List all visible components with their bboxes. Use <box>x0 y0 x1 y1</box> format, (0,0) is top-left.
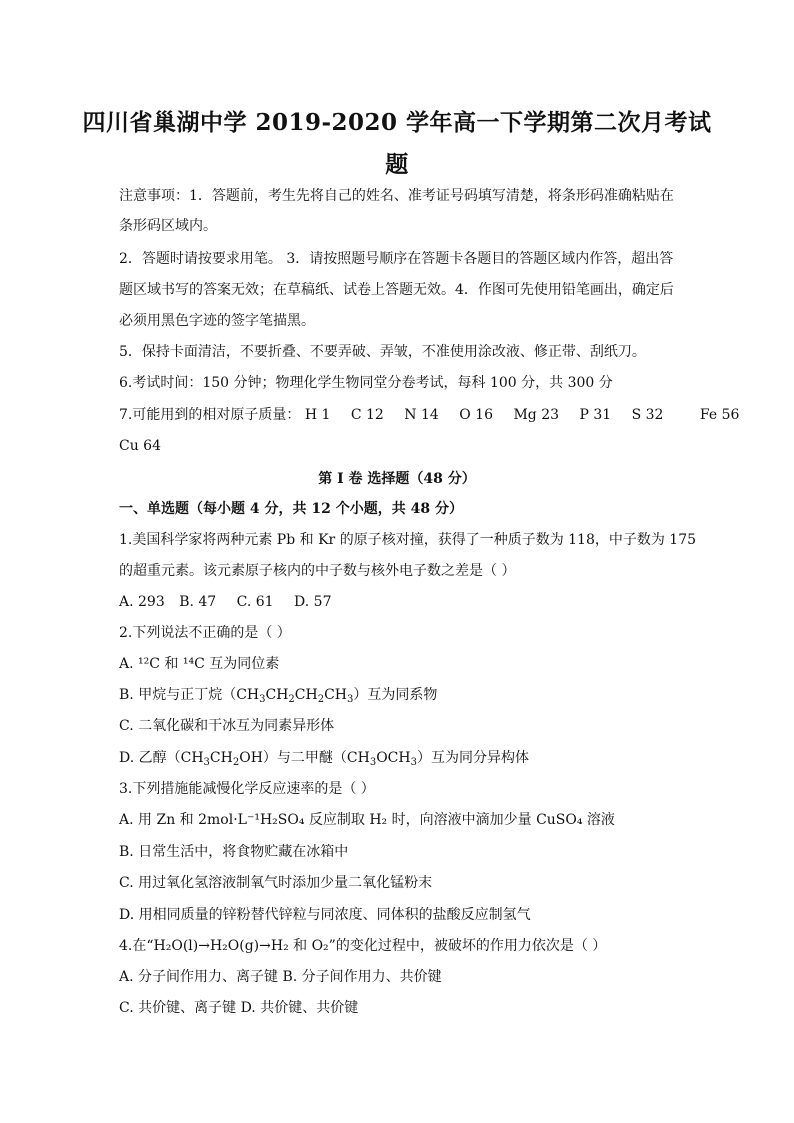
exam-title-cont: 题 <box>385 151 409 178</box>
notes-line-2: 条形码区域内。 <box>119 218 217 234</box>
q1-stem-2: 的超重元素。该元素原子核内的中子数与核外电子数之差是（ ） <box>119 563 516 579</box>
q2-option-b: B. 甲烷与正丁烷$(CH_3CH_2CH_2CH_3)$互为同系物 <box>119 687 438 705</box>
atomic-masses <box>119 405 740 425</box>
volume-heading: 第 I 卷 选择题（48 分） <box>318 471 476 487</box>
mass-o: O 16 <box>459 407 493 423</box>
q1-stem-1: 1.美国科学家将两种元素 Pb 和 Kr 的原子核对撞，获得了一种质子数为 118，中子数为 175 <box>119 532 697 548</box>
notes-line-4: 题区域书写的答案无效；在草稿纸、试卷上答题无效。4．作图可先使用铅笔画出，确定后 <box>119 282 674 298</box>
q1-option-c: C. 61 <box>236 594 274 610</box>
q4-options-cd: C. 共价键、离子键 D. 共价键、共价键 <box>119 1000 359 1016</box>
q2-stem: 2.下列说法不正确的是（ ） <box>119 625 291 641</box>
notes-line-7: 6.考试时间：150 分钟；物理化学生物同堂分卷考试，每科 100 分，共 300 分 <box>119 375 613 391</box>
atomic-masses-label: 7.可能用到的相对原子质量： <box>119 407 301 423</box>
q1-option-a: A. 293 <box>119 594 165 610</box>
mass-cu: Cu 64 <box>119 438 161 454</box>
notes-line-6: 5．保持卡面清洁，不要折叠、不要弄破、弄皱，不准使用涂改液、修正带、刮纸刀。 <box>119 344 646 360</box>
mass-fe: Fe 56 <box>699 407 740 423</box>
mass-c: C 12 <box>350 407 384 423</box>
q3-option-a: A. 用 Zn 和 2mol·L⁻¹H₂SO₄ 反应制取 H₂ 时，向溶液中滴加少量 CuSO₄ 溶液 <box>119 812 615 828</box>
mass-mg: Mg 23 <box>513 407 560 423</box>
part-heading: 一、单选题（每小题 4 分，共 12 个小题，共 48 分） <box>119 501 463 517</box>
q2-option-a: A. ¹²C 和 ¹⁴C 互为同位素 <box>119 656 280 672</box>
q3-option-b: B. 日常生活中，将食物贮藏在冰箱中 <box>119 844 349 860</box>
mass-s: S 32 <box>631 407 664 423</box>
q4-stem: 4.在“H₂O(l)→H₂O(g)→H₂ 和 O₂”的变化过程中，被破坏的作用力依次是（ ） <box>119 938 607 954</box>
q3-option-c: C. 用过氧化氢溶液制氧气时添加少量二氧化锰粉末 <box>119 875 433 891</box>
q2-option-c: C. 二氧化碳和干冰互为同素异形体 <box>119 718 335 734</box>
notes-line-3: 2．答题时请按要求用笔。 3．请按照题号顺序在答题卡各题目的答题区域内作答，超出答 <box>119 251 674 267</box>
exam-title: 四川省巢湖中学 2019-2020 学年高一下学期第二次月考试 <box>82 109 712 136</box>
q2-option-d: D. 乙醇$(CH_3CH_2OH)$与二甲醚$(CH_3OCH_3)$互为同分异构体 <box>119 750 529 768</box>
mass-p: P 31 <box>579 407 612 423</box>
q4-options-ab: A. 分子间作用力、离子键 B. 分子间作用力、共价键 <box>119 969 442 985</box>
q1-option-d: D. 57 <box>294 594 332 610</box>
q3-option-d: D. 用相同质量的锌粉替代锌粒与同浓度、同体积的盐酸反应制氢气 <box>119 907 531 923</box>
notes-line-1: 注意事项：1．答题前，考生先将自己的姓名、准考证号码填写清楚，将条形码准确粘贴在 <box>119 188 674 204</box>
q1-option-b: B. 47 <box>179 594 217 610</box>
q3-stem: 3.下列措施能减慢化学反应速率的是（ ） <box>119 781 375 797</box>
notes-line-5: 必须用黑色字迹的签字笔描黑。 <box>119 313 315 329</box>
mass-n: N 14 <box>404 407 439 423</box>
q1-options <box>119 592 689 612</box>
mass-h: H 1 <box>304 407 331 423</box>
